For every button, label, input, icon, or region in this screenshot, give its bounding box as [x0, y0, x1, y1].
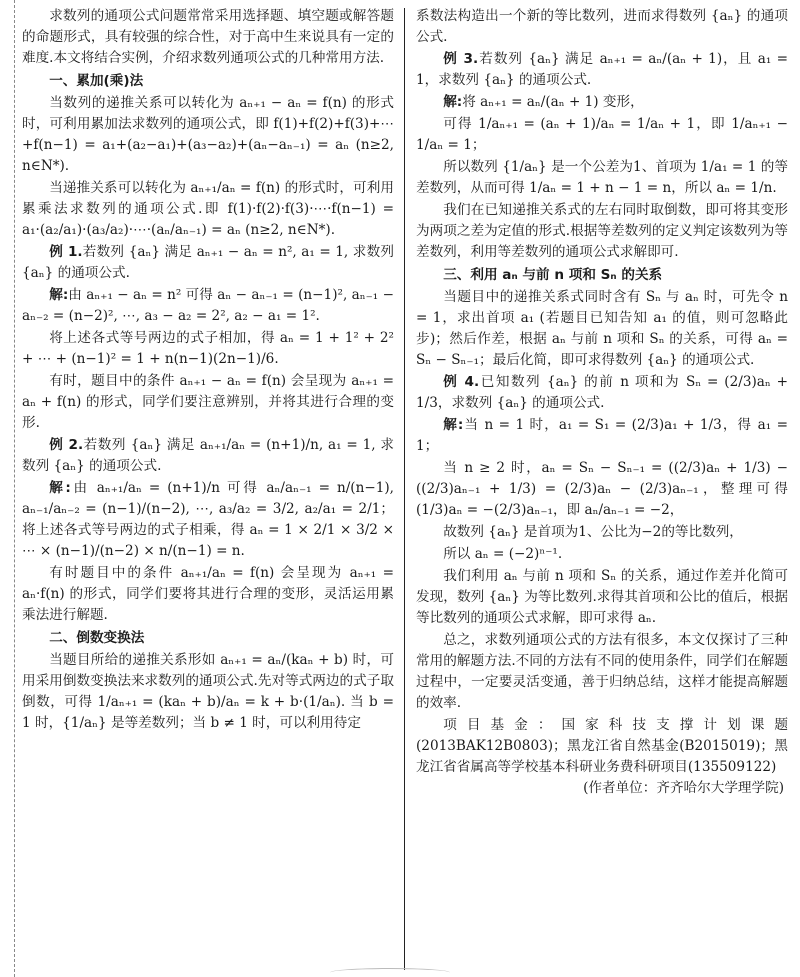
paragraph-text: 我们利用 aₙ 与前 n 项和 Sₙ 的关系，通过作差并化简可发现，数列 {aₙ} 为等比数列.求得其首项和公比的值后，根据等比数列的通项公式求解，即可求得 aₙ.	[416, 568, 788, 626]
paragraph-text: 总之，求数列通项公式的方法有很多，本文仅探讨了三种常用的解题方法.不同的方法有不同的使用条件，同学们在解题过程中，一定要灵活变通，善于归纳总结，这样才能提高解题的效率.	[416, 632, 788, 711]
paragraph	[22, 563, 394, 626]
paragraph	[22, 285, 394, 327]
paragraph-text: 当数列的递推关系可以转化为 aₙ₊₁ − aₙ = f(n) 的形式时，可利用累加法求数列的通项公式，即 f(1)+f(2)+f(3)+⋯+f(n−1) = a₁+(a₂−a₁)+(a₃−a₂)+(aₙ−aₙ₋₁) = aₙ (n≥2, n∈N*).	[22, 95, 394, 174]
paragraph	[416, 49, 788, 91]
funding-note: 项目基金：国家科技支撑计划课题(2013BAK12B0803)；黑龙江省自然基金(B2015019)；黑龙江省省属高等学校基本科研业务费科研项目(135509122)	[416, 717, 788, 775]
paragraph	[22, 178, 394, 241]
section-heading	[416, 264, 788, 286]
paragraph-text: 将上述各式等号两边的式子相加，得 aₙ = 1 + 1² + 2² + ⋯ + (n−1)² = 1 + n(n−1)(2n−1)/6.	[22, 330, 394, 367]
paragraph-text: 若数列 {aₙ} 满足 aₙ₊₁/aₙ = (n+1)/n, a₁ = 1, 求数列 {aₙ} 的通项公式.	[22, 437, 394, 474]
paragraph	[416, 458, 788, 521]
paragraph	[416, 566, 788, 629]
right-column	[416, 6, 788, 799]
paragraph-text: 我们在已知递推关系式的左右同时取倒数，即可将其变形为两项之差为定值的形式.根据等差数列的定义判定该数列为等差数列，利用等差数列的通项公式求解即可.	[416, 202, 788, 260]
paragraph-text: 由 aₙ₊₁/aₙ = (n+1)/n 可得 aₙ/aₙ₋₁ = n/(n−1), aₙ₋₁/aₙ₋₂ = (n−1)/(n−2), ⋯, a₃/a₂ = 3/2, a₂/a₁ = 2/1；将上述各式等号两边的式子相乘，得 aₙ = 1 × 2/1 × 3/2 × ⋯ × (n−1)/(n−2) × n/(n−1) = n.	[22, 480, 395, 559]
paragraph	[22, 371, 394, 434]
paragraph	[416, 372, 788, 414]
paragraph	[416, 200, 788, 263]
section-heading	[22, 627, 394, 649]
paragraph-text: 可得 1/aₙ₊₁ = (aₙ + 1)/aₙ = 1/aₙ + 1，即 1/aₙ₊₁ − 1/aₙ = 1；	[416, 116, 788, 153]
paragraph	[416, 157, 788, 199]
paragraph	[22, 650, 394, 734]
footer-ornament	[330, 968, 450, 977]
paragraph-text: 二、倒数变换法	[49, 630, 145, 646]
section-heading	[22, 70, 394, 92]
author-affiliation: (作者单位：齐齐哈尔大学理学院)	[583, 780, 784, 796]
paragraph	[416, 522, 788, 543]
paragraph-text: 将 aₙ₊₁ = aₙ/(aₙ + 1) 变形，	[462, 94, 644, 110]
paragraph-text: 所以数列 {1/aₙ} 是一个公差为1、首项为 1/a₁ = 1 的等差数列，从而可得 1/aₙ = 1 + n − 1 = n，所以 aₙ = 1/n.	[416, 159, 788, 196]
example-label: 例 1.	[49, 244, 83, 260]
paragraph-text: 求数列的通项公式问题常常采用选择题、填空题或解答题的命题形式，具有较强的综合性，对于高中生来说具有一定的难度.本文将结合实例，介绍求数列通项公式的几种常用方法.	[22, 8, 394, 66]
paragraph-text: 当递推关系可以转化为 aₙ₊₁/aₙ = f(n) 的形式时，可利用累乘法求数列的通项公式.即 f(1)·f(2)·f(3)·⋯·f(n−1) = a₁·(a₂/a₁)·(a₃/a₂)·⋯·(aₙ/aₙ₋₁) = aₙ (n≥2, n∈N*).	[22, 180, 394, 238]
paragraph	[416, 630, 788, 714]
solution-label: 解:	[49, 480, 71, 496]
paragraph-text: 有时，题目中的条件 aₙ₊₁ − aₙ = f(n) 会呈现为 aₙ₊₁ = aₙ + f(n) 的形式，同学们要注意辨别，并将其进行合理的变形.	[22, 373, 394, 431]
paragraph	[22, 242, 394, 284]
solution-label: 解:	[49, 287, 69, 303]
paragraph-text: 当题目所给的递推关系形如 aₙ₊₁ = aₙ/(kaₙ + b) 时，可用采用倒数变换法来求数列的通项公式.先对等式两边的式子取倒数，可得 1/aₙ₊₁ = (kaₙ + b)/aₙ = k + b·(1/aₙ). 当 b = 1 时，{1/aₙ} 是等差数列；当 b ≠ 1 时，可以利用待定	[22, 652, 394, 731]
solution-label: 解:	[443, 417, 464, 433]
solution-label: 解:	[443, 94, 463, 110]
paragraph	[416, 114, 788, 156]
paragraph-text: 故数列 {aₙ} 是首项为1、公比为−2的等比数列，	[443, 524, 743, 540]
left-column	[22, 6, 394, 735]
paragraph	[22, 6, 394, 69]
paragraph	[22, 478, 394, 562]
column-divider	[404, 8, 405, 970]
example-label: 例 2.	[49, 437, 84, 453]
paragraph-text: 系数法构造出一个新的等比数列，进而求得数列 {aₙ} 的通项公式.	[416, 8, 788, 45]
paragraph-text: 当 n = 1 时，a₁ = S₁ = (2/3)a₁ + 1/3，得 a₁ = 1；	[416, 417, 788, 454]
paragraph	[416, 287, 788, 371]
paragraph	[416, 92, 788, 113]
paragraph	[22, 328, 394, 370]
paragraph	[416, 6, 788, 48]
paragraph	[22, 93, 394, 177]
paragraph-text: 一、累加(乘)法	[49, 73, 144, 89]
paragraph-text: 已知数列 {aₙ} 的前 n 项和为 Sₙ = (2/3)aₙ + 1/3，求数列 {aₙ} 的通项公式.	[416, 374, 788, 411]
paragraph	[22, 435, 394, 477]
paragraph-text: 三、利用 aₙ 与前 n 项和 Sₙ 的关系	[443, 267, 663, 283]
example-label: 例 4.	[443, 374, 480, 390]
example-label: 例 3.	[443, 51, 479, 67]
paragraph-text: 所以 aₙ = (−2)ⁿ⁻¹.	[443, 546, 563, 562]
paragraph-text: 若数列 {aₙ} 满足 aₙ₊₁ − aₙ = n², a₁ = 1, 求数列 {aₙ} 的通项公式.	[22, 244, 394, 281]
paragraph	[416, 544, 788, 565]
paragraph-text: 当 n ≥ 2 时，aₙ = Sₙ − Sₙ₋₁ = ((2/3)aₙ + 1/3) − ((2/3)aₙ₋₁ + 1/3) = (2/3)aₙ − (2/3)aₙ₋₁，整理可得 (1/3)aₙ = −(2/3)aₙ₋₁，即 aₙ/aₙ₋₁ = −2，	[416, 460, 788, 518]
paragraph-text: 若数列 {aₙ} 满足 aₙ₊₁ = aₙ/(aₙ + 1)，且 a₁ = 1，求数列 {aₙ} 的通项公式.	[416, 51, 789, 88]
paragraph-text: 当题目中的递推关系式同时含有 Sₙ 与 aₙ 时，可先令 n = 1，求出首项 a₁ (若题目已知告知 a₁ 的值，则可忽略此步)；然后作差，根据 aₙ 与前 n 项和 Sₙ 的关系，可得 aₙ = Sₙ − Sₙ₋₁；最后化简，即可求得数列 {aₙ} 的通项公式.	[416, 289, 788, 368]
paragraph-text: 由 aₙ₊₁ − aₙ = n² 可得 aₙ − aₙ₋₁ = (n−1)², aₙ₋₁ − aₙ₋₂ = (n−2)², ⋯, a₃ − a₂ = 2², a₂ − a₁ = 1².	[22, 287, 394, 324]
paragraph	[416, 415, 788, 457]
paragraph-text: 有时题目中的条件 aₙ₊₁/aₙ = f(n) 会呈现为 aₙ₊₁ = aₙ·f(n) 的形式，同学们要将其进行合理的变形，灵活运用累乘法进行解题.	[22, 565, 394, 623]
binding-margin-dashes	[14, 0, 15, 977]
